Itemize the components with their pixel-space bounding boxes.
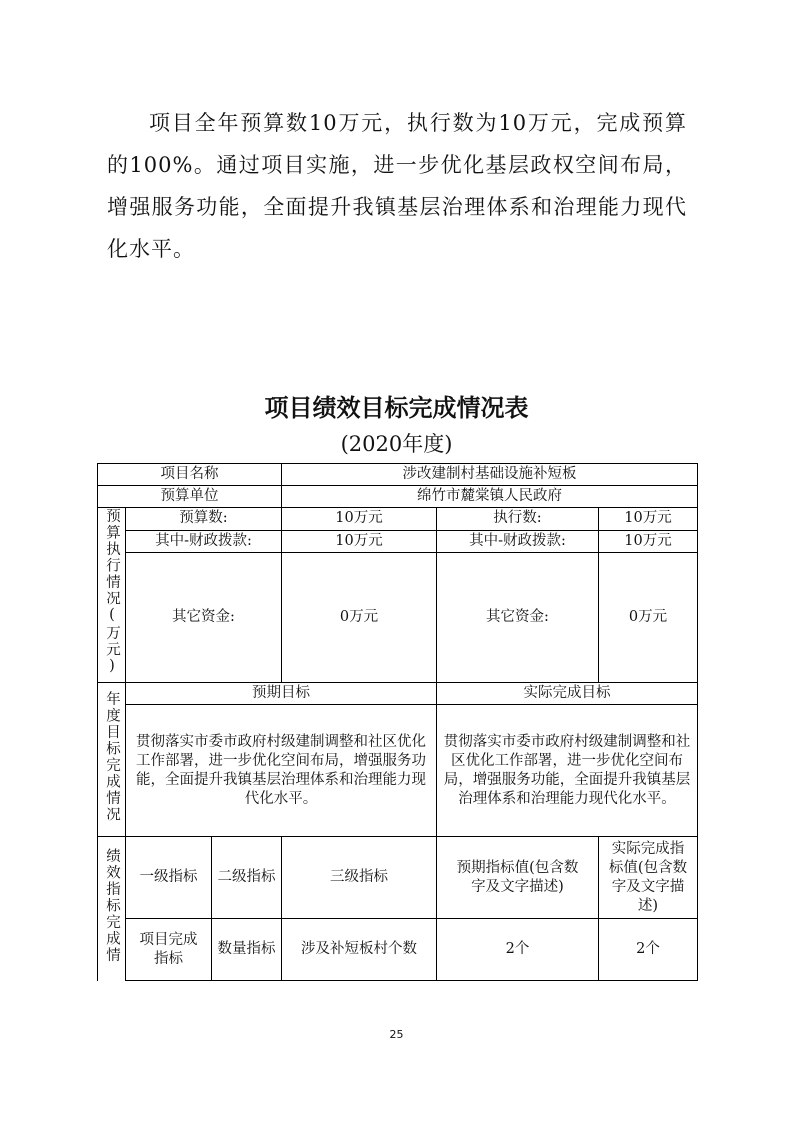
table-subtitle: (2020年度) xyxy=(340,432,453,456)
project-name-label: 项目名称 xyxy=(98,464,282,486)
table-row xyxy=(98,919,698,981)
annual-section-text: 年度目标完成情况 xyxy=(104,690,120,823)
expected-goal-header: 预期目标 xyxy=(126,683,437,705)
row-level3: 涉及补短板村个数 xyxy=(282,919,437,981)
row-actual: 2个 xyxy=(599,919,698,981)
other-funds-value-2: 0万元 xyxy=(599,553,698,683)
budget-value: 10万元 xyxy=(282,508,437,531)
page-number: 25 xyxy=(389,1028,404,1041)
row-expected: 2个 xyxy=(437,919,599,981)
executed-label: 执行数: xyxy=(437,508,599,531)
indicator-section-label xyxy=(98,837,126,981)
table-title: 项目绩效目标完成情况表 xyxy=(264,394,529,422)
execution-section-text: 预算执行情况(万元) xyxy=(104,508,120,676)
project-name-value: 涉改建制村基础设施补短板 xyxy=(282,464,698,486)
row-level1: 项目完成指标 xyxy=(126,919,212,981)
other-funds-value-1: 0万元 xyxy=(282,553,437,683)
actual-goal-text: 贯彻落实市委市政府村级建制调整和社区优化工作部署，进一步优化空间布局，增强服务功能，全面提升我镇基层治理体系和治理能力现代化水平。 xyxy=(437,705,698,837)
budget-unit-label: 预算单位 xyxy=(98,486,282,508)
executed-value: 10万元 xyxy=(599,508,698,531)
header-level1: 一级指标 xyxy=(126,837,212,919)
annual-section-label xyxy=(98,683,126,837)
fiscal-label-1: 其中-财政拨款: xyxy=(126,530,282,553)
header-actual-value: 实际完成指标值(包含数字及文字描述) xyxy=(599,837,698,919)
budget-unit-value: 绵竹市麓棠镇人民政府 xyxy=(282,486,698,508)
header-expected-value: 预期指标值(包含数字及文字描述) xyxy=(437,837,599,919)
expected-goal-text: 贯彻落实市委市政府村级建制调整和社区优化工作部署，进一步优化空间布局，增强服务功能，全面提升我镇基层治理体系和治理能力现代化水平。 xyxy=(126,705,437,837)
other-funds-label-1: 其它资金: xyxy=(126,553,282,683)
budget-label: 预算数: xyxy=(126,508,282,531)
fiscal-value-1: 10万元 xyxy=(282,530,437,553)
intro-text: 项目全年预算数10万元，执行数为10万元，完成预算的100%。通过项目实施，进一步优化基层政权空间布局，增强服务功能，全面提升我镇基层治理体系和治理能力现代化水平。 xyxy=(107,111,687,261)
indicator-section-text: 绩效指标完成情 xyxy=(104,848,120,964)
other-funds-label-2: 其它资金: xyxy=(437,553,599,683)
intro-paragraph xyxy=(107,102,687,270)
header-level2: 二级指标 xyxy=(212,837,282,919)
performance-table xyxy=(97,463,698,981)
fiscal-value-2: 10万元 xyxy=(599,530,698,553)
header-level3: 三级指标 xyxy=(282,837,437,919)
actual-goal-header: 实际完成目标 xyxy=(437,683,698,705)
execution-section-label xyxy=(98,508,126,683)
row-level2: 数量指标 xyxy=(212,919,282,981)
fiscal-label-2: 其中-财政拨款: xyxy=(437,530,599,553)
